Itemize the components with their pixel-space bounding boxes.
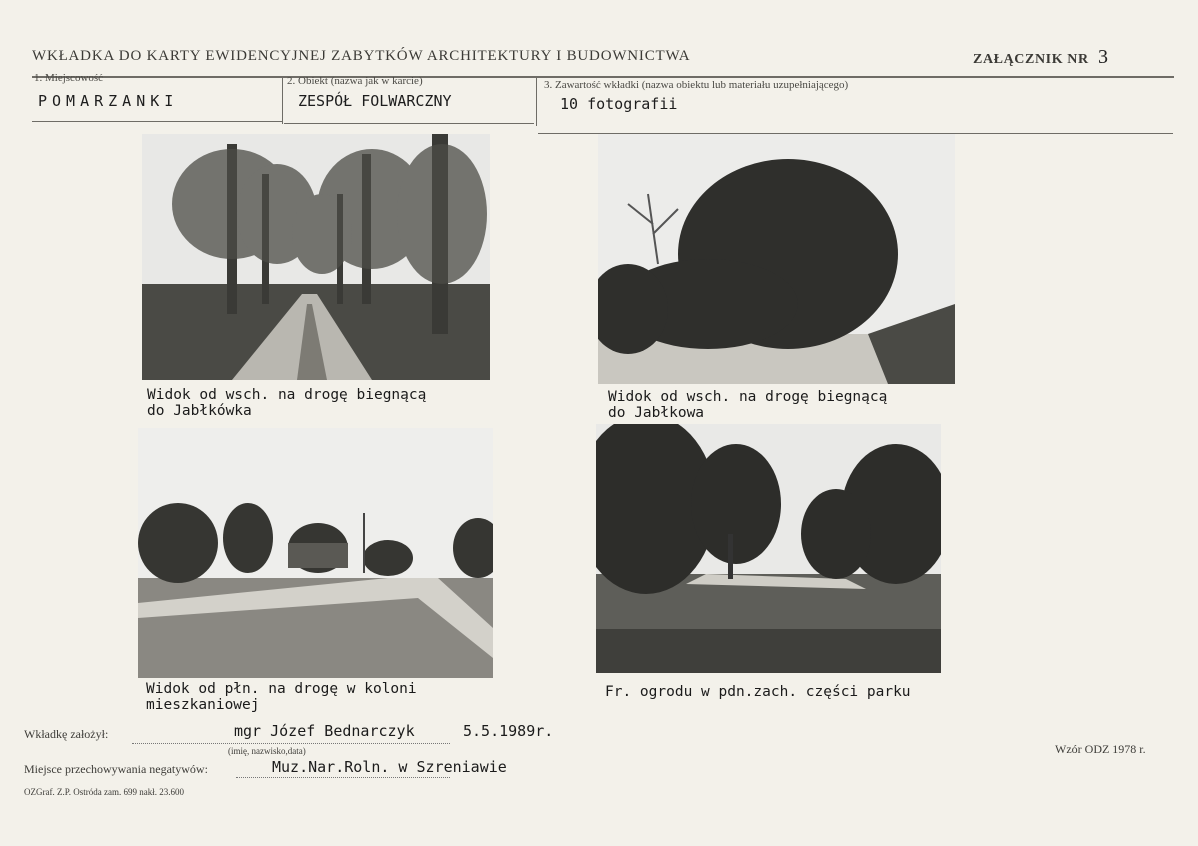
field-divider-1: [282, 78, 283, 124]
created-by-dots: [132, 742, 450, 744]
created-hint: (imię, nazwisko,data): [228, 746, 306, 756]
created-by-label: Wkładkę założył:: [24, 727, 109, 741]
photo-3-image: [138, 428, 493, 678]
contents-value: 10 fotografii: [560, 95, 678, 113]
storage-label: Miejsce przechowywania negatywów:: [24, 762, 208, 776]
photo-4-caption-line1: Fr. ogrodu w pdn.zach. części parku: [605, 684, 911, 700]
storage-value: Muz.Nar.Roln. w Szreniawie: [272, 758, 507, 776]
locality-label: 1. Miejscowość: [34, 72, 104, 84]
photo-2-caption-line1: Widok od wsch. na drogę biegnącą: [608, 389, 888, 405]
printer-imprint: OZGraf. Z.P. Ostróda zam. 699 nakł. 23.600: [24, 787, 184, 797]
contents-label: 3. Zawartość wkładki (nazwa obiektu lub materiału uzupełniającego): [544, 79, 849, 91]
form-title: WKŁADKA DO KARTY EWIDENCYJNEJ ZABYTKÓW ARCHITEKTURY I BUDOWNICTWA: [32, 48, 691, 64]
field-divider-2: [536, 78, 537, 126]
annex-number: 3: [1098, 46, 1108, 68]
storage-dots: [236, 776, 450, 778]
photo-2-image: [598, 134, 955, 384]
created-date: 5.5.1989r.: [463, 722, 554, 740]
form-model: Wzór ODZ 1978 r.: [1055, 742, 1146, 756]
object-label: 2. Obiekt (nazwa jak w karcie): [287, 75, 423, 87]
photo-1: [142, 134, 490, 380]
photo-3-caption-line1: Widok od płn. na drogę w koloni: [146, 681, 417, 697]
header-rule-top: [32, 76, 1174, 78]
photo-4: [596, 424, 941, 673]
photo-2-caption-line2: do Jabłkowa: [608, 405, 705, 421]
locality-value: POMARZANKI: [38, 92, 179, 110]
photo-1-caption-line2: do Jabłkówka: [147, 403, 252, 419]
photo-4-image: [596, 424, 941, 673]
photo-2: [598, 134, 955, 384]
photo-3-caption-line2: mieszkaniowej: [146, 697, 260, 713]
photo-1-caption-line1: Widok od wsch. na drogę biegnącą: [147, 387, 427, 403]
created-by-value: mgr Józef Bednarczyk: [234, 722, 415, 740]
annex-label: ZAŁĄCZNIK NR: [973, 52, 1089, 67]
object-value: ZESPÓŁ FOLWARCZNY: [298, 92, 452, 110]
header-rule-left: [32, 121, 282, 122]
photo-1-image: [142, 134, 490, 380]
header-rule-mid: [284, 123, 534, 124]
photo-3: [138, 428, 493, 678]
